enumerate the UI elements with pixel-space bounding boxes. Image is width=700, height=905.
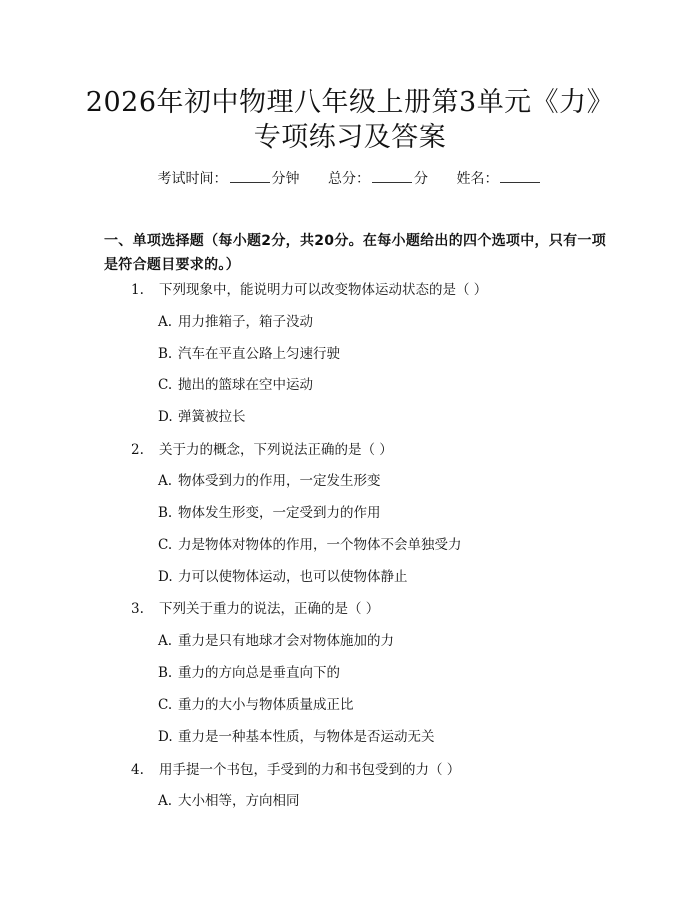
option-text: 力可以使物体运动，也可以使物体静止 <box>178 569 408 585</box>
section-heading-line2: 是符合题目要求的。） <box>104 257 240 273</box>
question-2-option-c <box>158 535 462 555</box>
question-3-option-d <box>158 727 435 747</box>
question-4-option-a <box>158 791 300 811</box>
option-text: 用力推箱子，箱子没动 <box>178 314 313 330</box>
name-blank <box>500 168 540 183</box>
name-label: 姓名： <box>456 171 499 187</box>
option-key: A. <box>158 314 173 330</box>
question-1 <box>131 280 487 300</box>
question-2-option-a <box>158 471 381 491</box>
question-number: 4. <box>131 762 144 778</box>
option-text: 抛出的篮球在空中运动 <box>178 377 313 393</box>
question-1-option-b <box>158 344 340 364</box>
exam-time-label: 考试时间： <box>157 171 228 187</box>
exam-info <box>0 168 700 189</box>
option-text: 汽车在平直公路上匀速行驶 <box>178 346 340 362</box>
option-key: D. <box>158 569 173 585</box>
question-3-option-c <box>158 695 354 715</box>
option-key: D. <box>158 729 173 745</box>
document-title-line1: 2026年初中物理八年级上册第3单元《力》 <box>85 87 615 118</box>
question-text: 用手提一个书包，手受到的力和书包受到的力（ ） <box>159 762 461 778</box>
total-score-label: 总分： <box>328 171 370 187</box>
option-key: B. <box>158 665 173 681</box>
total-score-blank <box>372 168 412 183</box>
option-key: C. <box>158 697 173 713</box>
document-title-line2: 专项练习及答案 <box>253 122 447 153</box>
exam-time-field <box>158 168 300 189</box>
option-key: B. <box>158 505 173 521</box>
option-text: 弹簧被拉长 <box>178 409 246 425</box>
option-key: B. <box>158 346 173 362</box>
question-1-option-d <box>158 407 246 427</box>
option-text: 物体受到力的作用，一定发生形变 <box>178 473 381 489</box>
question-number: 3. <box>131 601 144 617</box>
question-text: 关于力的概念，下列说法正确的是（ ） <box>159 442 393 458</box>
question-1-option-c <box>158 375 313 395</box>
question-number: 1. <box>131 282 144 298</box>
section-heading-line1: 一、单项选择题（每小题2分，共20分。在每小题给出的四个选项中，只有一项 <box>104 233 607 249</box>
question-text: 下列关于重力的说法，正确的是（ ） <box>159 601 380 617</box>
question-text: 下列现象中，能说明力可以改变物体运动状态的是（ ） <box>159 282 488 298</box>
option-key: D. <box>158 409 173 425</box>
exam-time-unit: 分钟 <box>271 171 300 187</box>
question-4 <box>131 760 460 780</box>
option-key: C. <box>158 537 173 553</box>
exam-time-blank <box>230 168 270 183</box>
option-text: 重力是只有地球才会对物体施加的力 <box>178 633 394 649</box>
option-text: 重力是一种基本性质，与物体是否运动无关 <box>178 729 435 745</box>
option-text: 重力的方向总是垂直向下的 <box>178 665 340 681</box>
option-text: 大小相等，方向相同 <box>178 793 300 809</box>
name-field <box>456 168 542 189</box>
question-2-option-b <box>158 503 381 523</box>
total-score-unit: 分 <box>414 171 428 187</box>
option-key: A. <box>158 793 173 809</box>
option-text: 力是物体对物体的作用，一个物体不会单独受力 <box>178 537 462 553</box>
question-3-option-a <box>158 631 394 651</box>
total-score-field <box>328 168 428 189</box>
question-3-option-b <box>158 663 340 683</box>
question-2-option-d <box>158 567 408 587</box>
question-1-option-a <box>158 312 313 332</box>
option-text: 物体发生形变，一定受到力的作用 <box>178 505 381 521</box>
question-3 <box>131 599 379 619</box>
option-key: A. <box>158 633 173 649</box>
option-key: C. <box>158 377 173 393</box>
question-number: 2. <box>131 442 144 458</box>
option-text: 重力的大小与物体质量成正比 <box>178 697 354 713</box>
option-key: A. <box>158 473 173 489</box>
section-heading <box>104 229 607 277</box>
question-2 <box>131 440 393 460</box>
